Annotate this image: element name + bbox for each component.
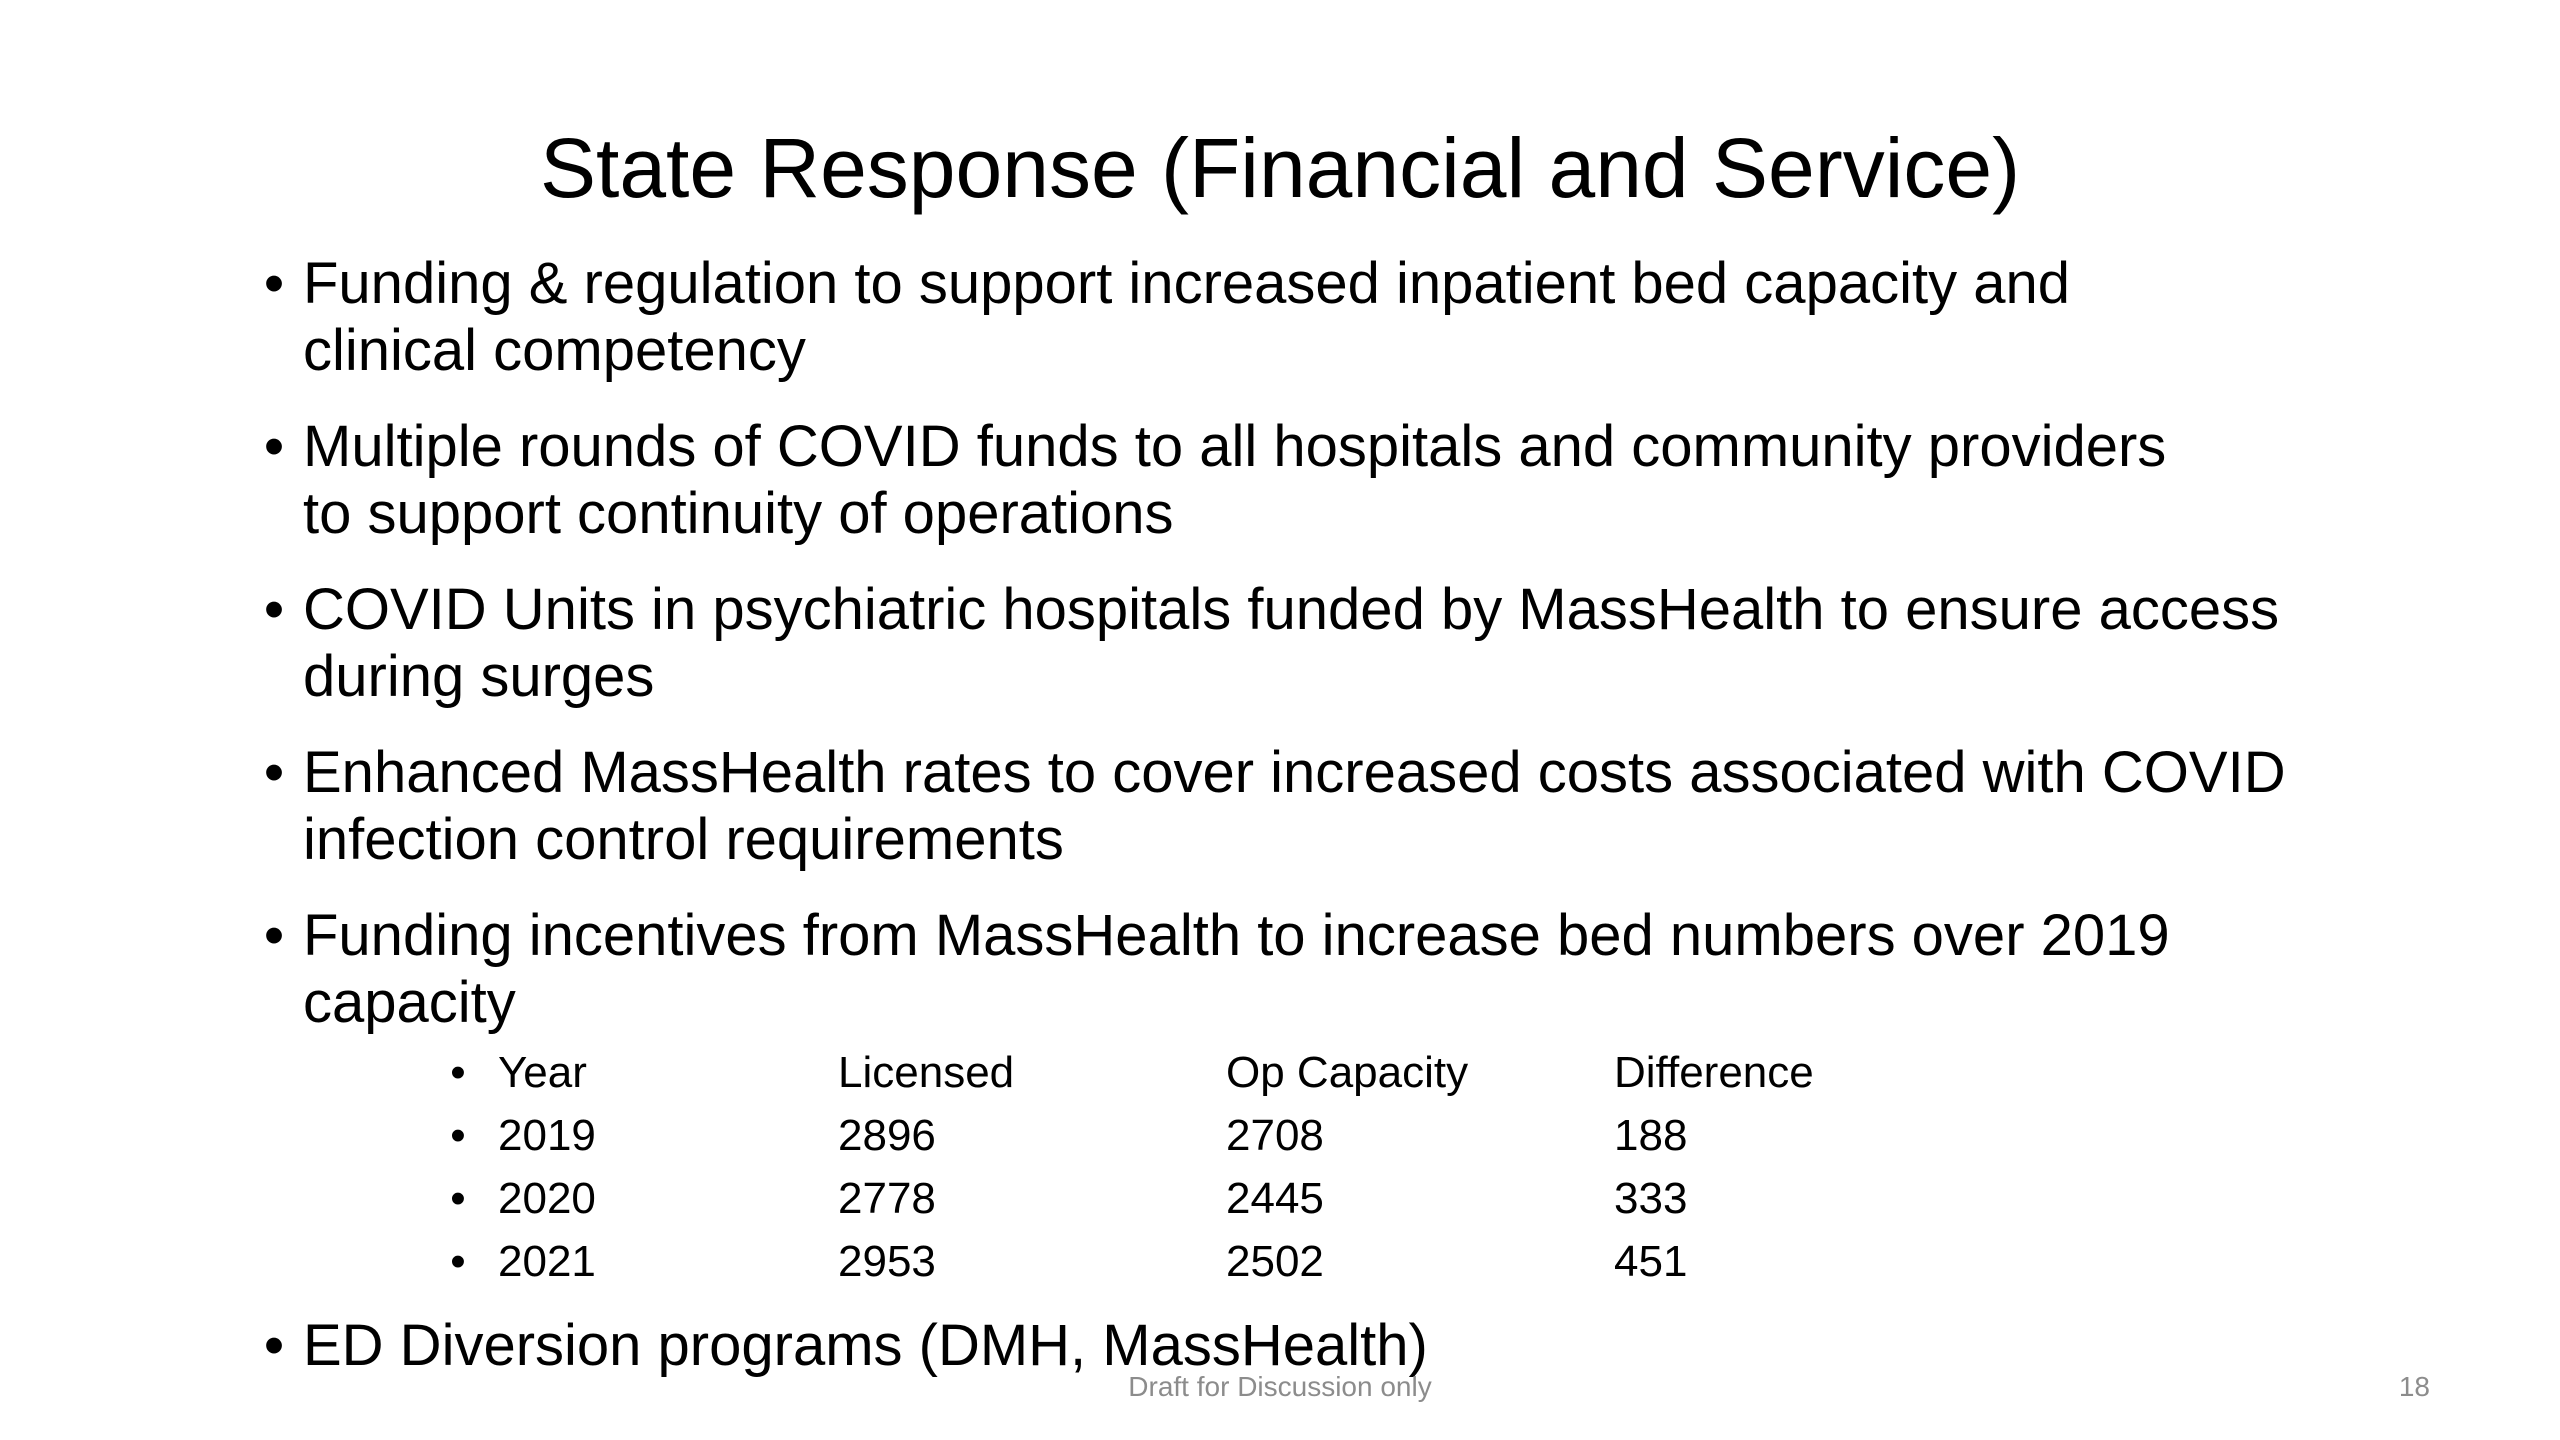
sub-bullet-dot: • <box>450 1048 466 1097</box>
cell-op-capacity: 2708 <box>1226 1111 1324 1160</box>
bullet-text-line: ED Diversion programs (DMH, MassHealth) <box>303 1313 1428 1378</box>
sub-bullet-dot: • <box>450 1174 466 1223</box>
bullet-text-line: to support continuity of operations <box>303 481 1174 546</box>
cell-difference: 451 <box>1614 1237 1688 1286</box>
table-row <box>0 1105 2560 1167</box>
bullet-dot: • <box>263 251 285 316</box>
bullet-text-line: Enhanced MassHealth rates to cover increased costs associated with COVID <box>303 740 2286 805</box>
bullet-text-line: Multiple rounds of COVID funds to all hospitals and community providers <box>303 414 2167 479</box>
bullet-dot: • <box>263 414 285 479</box>
table-row <box>0 1231 2560 1293</box>
table-row <box>0 1168 2560 1230</box>
cell-licensed: 2896 <box>838 1111 936 1160</box>
cell-year: 2021 <box>498 1237 596 1286</box>
bullet-dot: • <box>263 740 285 805</box>
cell-op-capacity: 2445 <box>1226 1174 1324 1223</box>
cell-difference: 188 <box>1614 1111 1688 1160</box>
bullet-text-line: Funding & regulation to support increased inpatient bed capacity and <box>303 251 2070 316</box>
sub-bullet-dot: • <box>450 1111 466 1160</box>
cell-difference: 333 <box>1614 1174 1688 1223</box>
bullet-text-line: clinical competency <box>303 318 806 383</box>
bullet-dot: • <box>263 577 285 642</box>
header-difference: Difference <box>1614 1048 1814 1097</box>
cell-year: 2020 <box>498 1174 596 1223</box>
header-year: Year <box>498 1048 587 1097</box>
cell-year: 2019 <box>498 1111 596 1160</box>
cell-licensed: 2953 <box>838 1237 936 1286</box>
bullet-text-line: capacity <box>303 970 516 1035</box>
page-number: 18 <box>2398 1371 2430 1402</box>
bullet-text-line: Funding incentives from MassHealth to increase bed numbers over 2019 <box>303 903 2170 968</box>
bullet-text-line: during surges <box>303 644 655 709</box>
cell-licensed: 2778 <box>838 1174 936 1223</box>
capacity-table-header <box>0 1042 2560 1104</box>
bullet-text-line: infection control requirements <box>303 807 1064 872</box>
bullet-dot: • <box>263 903 285 968</box>
header-licensed: Licensed <box>838 1048 1015 1097</box>
header-op-capacity: Op Capacity <box>1226 1048 1469 1097</box>
cell-op-capacity: 2502 <box>1226 1237 1324 1286</box>
bullet-text-line: COVID Units in psychiatric hospitals funded by MassHealth to ensure access <box>303 577 2280 642</box>
bullet-dot: • <box>263 1313 285 1378</box>
slide-footer: Draft for Discussion only <box>1128 1371 1432 1402</box>
slide-title: State Response (Financial and Service) <box>539 121 2021 215</box>
sub-bullet-dot: • <box>450 1237 466 1286</box>
